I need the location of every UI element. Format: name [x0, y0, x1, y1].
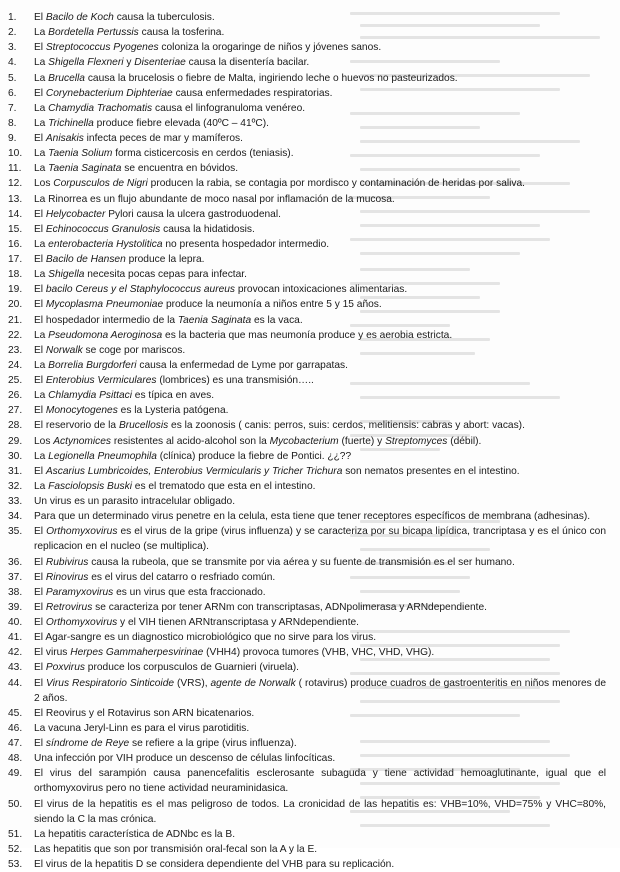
- item-number: 6.: [8, 87, 17, 99]
- list-item: [0, 176, 606, 191]
- item-text: Un virus es un parasito intracelular obligado.: [34, 496, 236, 507]
- item-text: La: [34, 148, 49, 160]
- item-text: (clínica) produce la fiebre de Pontici. ¿¿??: [156, 450, 352, 462]
- list-item: [0, 403, 606, 418]
- list-item: [0, 630, 606, 645]
- list-item: [0, 343, 606, 358]
- item-text: produce la lepra.: [125, 254, 205, 265]
- item-text: Pylori causa la ulcera gastroduodenal.: [105, 208, 281, 220]
- item-text: produce la neumonía a niños entre 5 y 15 años.: [163, 299, 382, 311]
- item-text: El virus de la hepatitis es el mas peligroso de todos. La cronicidad de las hepatitis es: VHB=10%, VHD=75% y VHC=80%, siendo la C la mas crónica.: [34, 798, 606, 825]
- italic-term: Pseudomona Aeroginosa: [48, 329, 163, 341]
- list-item: [0, 328, 606, 343]
- list-item: [0, 161, 606, 176]
- item-text: El: [34, 556, 46, 568]
- list-item: [0, 297, 606, 312]
- item-text: es la zoonosis ( canis: perros, suis: cerdos, melitiensis: cabras y abort: vacas).: [168, 420, 525, 432]
- italic-term: Streptococcus Pyogenes: [45, 42, 159, 54]
- list-item: [0, 55, 606, 70]
- item-number: 46.: [8, 722, 23, 734]
- item-number: 29.: [8, 435, 23, 447]
- list-item: [0, 706, 606, 721]
- list-item: [0, 71, 606, 86]
- item-text: Las hepatitis que son por transmisión oral-fecal son la A y la E.: [34, 843, 318, 855]
- list-item: [0, 25, 606, 40]
- item-text: causa la disentería bacilar.: [185, 57, 310, 69]
- item-text: son nematos presentes en el intestino.: [342, 465, 520, 477]
- item-number: 48.: [8, 753, 23, 765]
- italic-term: Orthomyxovirus: [45, 617, 118, 628]
- item-number: 47.: [8, 738, 23, 749]
- item-text: La hepatitis característica de ADNbc es la B.: [34, 828, 236, 840]
- item-text: La: [34, 450, 49, 462]
- item-text: El: [34, 601, 46, 613]
- item-text: ( rotavirus) produce cuadros de gastroenteritis en niños menores de 2 años.: [34, 677, 606, 704]
- italic-term: Enterobius Vermiculares: [45, 375, 157, 386]
- item-text: El: [34, 208, 46, 220]
- italic-term: síndrome de Reye: [45, 738, 130, 749]
- item-text: La vacuna Jeryl-Linn es para el virus parotiditis.: [34, 722, 250, 734]
- list-item: [0, 494, 606, 509]
- item-number: 7.: [8, 102, 17, 114]
- item-text: Los: [34, 435, 54, 447]
- item-text: se caracteriza por tener ARNm con transcriptasas, ADNpolimerasa y ARNdependiente.: [92, 601, 487, 613]
- item-text: (VRS),: [174, 677, 211, 689]
- item-text: La: [34, 102, 49, 114]
- item-number: 41.: [8, 632, 23, 644]
- item-text: Para que un determinado virus penetre en la celula, esta tiene que tener receptores específicos de membrana (adhesinas).: [34, 511, 591, 523]
- item-text: La: [34, 163, 49, 175]
- italic-term: Chamydia Trachomatis: [48, 102, 153, 114]
- list-item: [0, 40, 606, 55]
- italic-term: Actynomices: [53, 435, 112, 447]
- list-item: [0, 615, 606, 630]
- item-text: El virus de la hepatitis D se considera dependiente del VHB para su replicación.: [34, 859, 395, 870]
- item-text: El: [34, 254, 46, 265]
- list-item: [0, 827, 606, 842]
- list-item: [0, 418, 606, 433]
- item-text: El reservorio de la: [34, 420, 119, 432]
- italic-term: bacilo Cereus y el Staphylococcus aureus: [45, 284, 236, 296]
- item-text: La: [34, 480, 49, 492]
- item-number: 44.: [8, 677, 23, 689]
- fact-list: [0, 10, 606, 872]
- list-item: [0, 660, 606, 675]
- item-text: La Rinorrea es un flujo abundante de moco nasal por inflamación de la mucosa.: [34, 193, 395, 205]
- italic-term: Poxvirus: [45, 662, 85, 674]
- list-item: [0, 797, 606, 827]
- list-item: [0, 222, 606, 237]
- item-text: se encuentra en bóvidos.: [121, 163, 239, 175]
- item-text: El: [34, 405, 46, 417]
- list-item: [0, 207, 606, 222]
- list-item: [0, 86, 606, 101]
- item-number: 50.: [8, 798, 23, 810]
- list-item: [0, 736, 606, 751]
- item-text: es el trematodo que esta en el intestino.: [131, 480, 316, 492]
- item-number: 19.: [8, 284, 23, 296]
- list-item: [0, 479, 606, 494]
- list-item: [0, 373, 606, 388]
- item-number: 12.: [8, 178, 23, 190]
- item-text: es el virus del catarro o resfriado común.: [88, 571, 276, 583]
- item-number: 53.: [8, 859, 23, 870]
- item-text: (débil).: [447, 435, 482, 447]
- item-text: El: [34, 344, 46, 356]
- list-item: [0, 676, 606, 706]
- list-item: [0, 313, 606, 328]
- item-text: El Agar-sangre es un diagnostico microbiológico que no sirve para los virus.: [34, 632, 377, 644]
- item-number: 39.: [8, 601, 23, 613]
- item-number: 49.: [8, 768, 23, 780]
- italic-term: Bacilo de Koch: [45, 12, 114, 23]
- item-number: 23.: [8, 344, 23, 356]
- item-text: es el virus de la gripe (virus influenza) y se caracteriza por su bicapa lipídica, trancriptasa y es el único con replicacion en el nucleo (se multiplica).: [34, 526, 607, 553]
- italic-term: Herpes Gammaherpesvirinae: [70, 647, 204, 659]
- italic-term: Monocytogenes: [45, 405, 118, 417]
- italic-term: Paramyxovirus: [45, 586, 114, 598]
- item-number: 8.: [8, 117, 17, 129]
- item-text: resistentes al acido-alcohol son la: [111, 435, 270, 447]
- italic-term: Taenia Solium: [48, 148, 113, 160]
- item-text: no presenta hospedador intermedio.: [162, 238, 330, 250]
- item-text: El: [34, 526, 47, 538]
- list-item: [0, 282, 606, 297]
- item-text: produce fiebre elevada (40ºC – 41ºC).: [93, 117, 269, 129]
- item-text: es la vaca.: [251, 314, 303, 326]
- item-text: El Reovirus y el Rotavirus son ARN bicatenarios.: [34, 707, 255, 719]
- list-item: [0, 464, 606, 479]
- item-text: causa la hidatidosis.: [160, 223, 255, 235]
- item-number: 27.: [8, 405, 23, 417]
- item-number: 14.: [8, 208, 23, 220]
- item-text: Los: [34, 178, 54, 190]
- item-text: El: [34, 299, 46, 311]
- item-text: causa la enfermedad de Lyme por garrapatas.: [136, 359, 348, 371]
- italic-term: Fasciolopsis Buski: [48, 480, 132, 492]
- item-text: causa la brucelosis o fiebre de Malta, ingiriendo leche o huevos no pasteurizados.: [84, 72, 458, 84]
- item-number: 43.: [8, 662, 23, 674]
- item-number: 33.: [8, 496, 23, 507]
- item-number: 52.: [8, 843, 23, 855]
- item-text: y: [123, 57, 135, 69]
- item-text: coloniza la orogaringe de niños y jóvenes sanos.: [158, 42, 382, 54]
- item-number: 24.: [8, 359, 23, 371]
- italic-term: Bordetella Pertussis: [48, 27, 139, 39]
- item-number: 4.: [8, 57, 17, 69]
- item-text: El virus del sarampión causa panencefalitis esclerosante subaguda y tiene actividad hemoaglutinante, igual que el orthomyxovirus pero no tiene actividad neuraminidasica.: [34, 768, 606, 795]
- italic-term: Ascarius Lumbricoides, Enterobius Vermicularis y Tricher Trichura: [45, 465, 343, 477]
- item-text: se refiere a la gripe (virus influenza).: [129, 738, 297, 749]
- italic-term: Mycoplasma Pneumoniae: [45, 299, 164, 311]
- item-text: El hospedador intermedio de la: [34, 314, 178, 326]
- list-item: [0, 721, 606, 736]
- item-text: La: [34, 238, 49, 250]
- italic-term: Disenteriae: [134, 57, 186, 69]
- item-text: (VHH4) provoca tumores (VHB, VHC, VHD, VHG).: [203, 647, 435, 659]
- italic-term: Legionella Pneumophila: [48, 450, 157, 462]
- list-item: [0, 524, 606, 554]
- item-text: necesita pocas cepas para infectar.: [84, 269, 247, 281]
- item-text: (lombrices) es una transmisión…..: [156, 375, 314, 386]
- list-item: [0, 434, 606, 449]
- item-text: causa la rubeola, que se transmite por via aérea y su fuente de transmisión es el ser humano.: [88, 556, 515, 568]
- list-item: [0, 192, 606, 207]
- item-number: 37.: [8, 571, 23, 583]
- item-text: es un virus que esta fraccionado.: [113, 586, 266, 598]
- item-text: El: [34, 87, 46, 99]
- item-text: se coge por mariscos.: [82, 344, 186, 356]
- item-text: causa la tosferina.: [138, 27, 225, 39]
- italic-term: Trichinella: [48, 117, 94, 129]
- item-text: La: [34, 329, 49, 341]
- italic-term: Rubivirus: [45, 556, 89, 568]
- item-text: La: [34, 390, 49, 402]
- italic-term: Virus Respiratorio Sinticoide: [46, 677, 175, 689]
- italic-term: Chlamydia Psittaci: [48, 390, 132, 402]
- italic-term: Streptomyces: [385, 435, 448, 447]
- item-number: 32.: [8, 480, 23, 492]
- item-number: 9.: [8, 133, 17, 144]
- italic-term: Mycobacterium: [269, 435, 339, 447]
- list-item: [0, 585, 606, 600]
- item-text: infecta peces de mar y mamíferos.: [83, 133, 243, 144]
- item-number: 22.: [8, 329, 23, 341]
- list-item: [0, 555, 606, 570]
- item-number: 36.: [8, 556, 23, 568]
- item-number: 3.: [8, 42, 17, 54]
- italic-term: Corynebacterium Diphteriae: [45, 87, 173, 99]
- item-text: La: [34, 72, 49, 84]
- list-item: [0, 857, 606, 872]
- list-item: [0, 101, 606, 116]
- italic-term: Shigella Flexneri: [48, 57, 124, 69]
- item-text: El: [34, 586, 46, 598]
- italic-term: Anisakis: [45, 133, 84, 144]
- item-text: El: [34, 617, 46, 628]
- item-text: es típica en aves.: [131, 390, 215, 402]
- italic-term: enterobacteria Hystolitica: [48, 238, 163, 250]
- list-item: [0, 766, 606, 796]
- item-number: 21.: [8, 314, 23, 326]
- list-item: [0, 358, 606, 373]
- item-text: El: [34, 677, 47, 689]
- item-text: El: [34, 133, 46, 144]
- item-number: 51.: [8, 828, 23, 840]
- italic-term: agente de Norwalk: [210, 677, 296, 689]
- item-text: producen la rabia, se contagia por mordisco y contaminación de heridas por saliva.: [147, 178, 525, 190]
- item-text: Una infección por VIH produce un descenso de células linfocíticas.: [34, 753, 336, 765]
- italic-term: Rinovirus: [45, 571, 89, 583]
- list-item: [0, 388, 606, 403]
- item-number: 26.: [8, 390, 23, 402]
- item-text: El: [34, 465, 46, 477]
- list-item: [0, 116, 606, 131]
- list-item: [0, 267, 606, 282]
- item-number: 18.: [8, 269, 23, 281]
- italic-term: Taenia Saginata: [48, 163, 122, 175]
- item-text: causa enfermedades respiratorias.: [172, 87, 333, 99]
- italic-term: Helycobacter: [45, 208, 106, 220]
- list-item: [0, 449, 606, 464]
- item-text: El: [34, 662, 46, 674]
- item-number: 13.: [8, 193, 23, 205]
- item-number: 11.: [8, 163, 22, 175]
- italic-term: Brucellosis: [118, 420, 169, 432]
- item-number: 2.: [8, 27, 17, 39]
- item-number: 15.: [8, 223, 23, 235]
- item-text: El: [34, 284, 46, 296]
- item-number: 30.: [8, 450, 23, 462]
- item-number: 10.: [8, 148, 23, 160]
- item-number: 31.: [8, 465, 23, 477]
- item-text: forma cisticercosis en cerdos (teniasis).: [112, 148, 294, 160]
- italic-term: Orthomyxovirus: [46, 526, 118, 538]
- italic-term: Borrelia Burgdorferi: [48, 359, 137, 371]
- item-text: causa el linfogranuloma venéreo.: [152, 102, 306, 114]
- item-text: es la bacteria que mas neumonía produce y es aerobia estricta.: [162, 329, 453, 341]
- list-item: [0, 600, 606, 615]
- item-number: 42.: [8, 647, 23, 659]
- italic-term: Norwalk: [45, 344, 83, 356]
- item-text: La: [34, 57, 49, 69]
- item-number: 38.: [8, 586, 23, 598]
- list-item: [0, 131, 606, 146]
- item-text: El: [34, 12, 46, 23]
- item-number: 20.: [8, 299, 23, 311]
- item-text: El: [34, 571, 46, 583]
- item-text: La: [34, 117, 49, 129]
- item-text: El: [34, 738, 46, 749]
- item-number: 1.: [8, 12, 17, 23]
- list-item: [0, 645, 606, 660]
- italic-term: Brucella: [48, 72, 85, 84]
- item-number: 17.: [8, 254, 23, 265]
- item-text: y el VIH tienen ARNtranscriptasa y ARNdependiente.: [117, 617, 360, 628]
- item-text: La: [34, 27, 49, 39]
- italic-term: Taenia Saginata: [177, 314, 252, 326]
- item-number: 28.: [8, 420, 23, 432]
- item-number: 35.: [8, 526, 23, 538]
- item-text: El: [34, 375, 46, 386]
- item-text: es la Lysteria patógena.: [117, 405, 229, 417]
- item-text: El: [34, 42, 46, 54]
- item-text: El virus: [34, 647, 71, 659]
- item-text: causa la tuberculosis.: [113, 12, 215, 23]
- italic-term: Corpusculos de Nigri: [53, 178, 148, 190]
- item-text: produce los corpusculos de Guarnieri (viruela).: [84, 662, 300, 674]
- item-number: 45.: [8, 707, 23, 719]
- item-text: (fuerte) y: [338, 435, 386, 447]
- list-item: [0, 509, 606, 524]
- italic-term: Bacilo de Hansen: [45, 254, 126, 265]
- item-number: 16.: [8, 238, 23, 250]
- item-number: 34.: [8, 511, 23, 523]
- list-item: [0, 146, 606, 161]
- item-text: provocan intoxicaciones alimentarias.: [235, 284, 408, 296]
- item-number: 5.: [8, 72, 17, 84]
- list-item: [0, 237, 606, 252]
- item-number: 25.: [8, 375, 23, 386]
- list-item: [0, 751, 606, 766]
- italic-term: Echinococcus Granulosis: [45, 223, 161, 235]
- italic-term: Shigella: [48, 269, 85, 281]
- item-text: El: [34, 223, 46, 235]
- list-item: [0, 570, 606, 585]
- list-item: [0, 252, 606, 267]
- list-item: [0, 842, 606, 857]
- italic-term: Retrovirus: [45, 601, 93, 613]
- list-item: [0, 10, 606, 25]
- item-number: 40.: [8, 617, 23, 628]
- item-text: La: [34, 269, 49, 281]
- item-text: La: [34, 359, 49, 371]
